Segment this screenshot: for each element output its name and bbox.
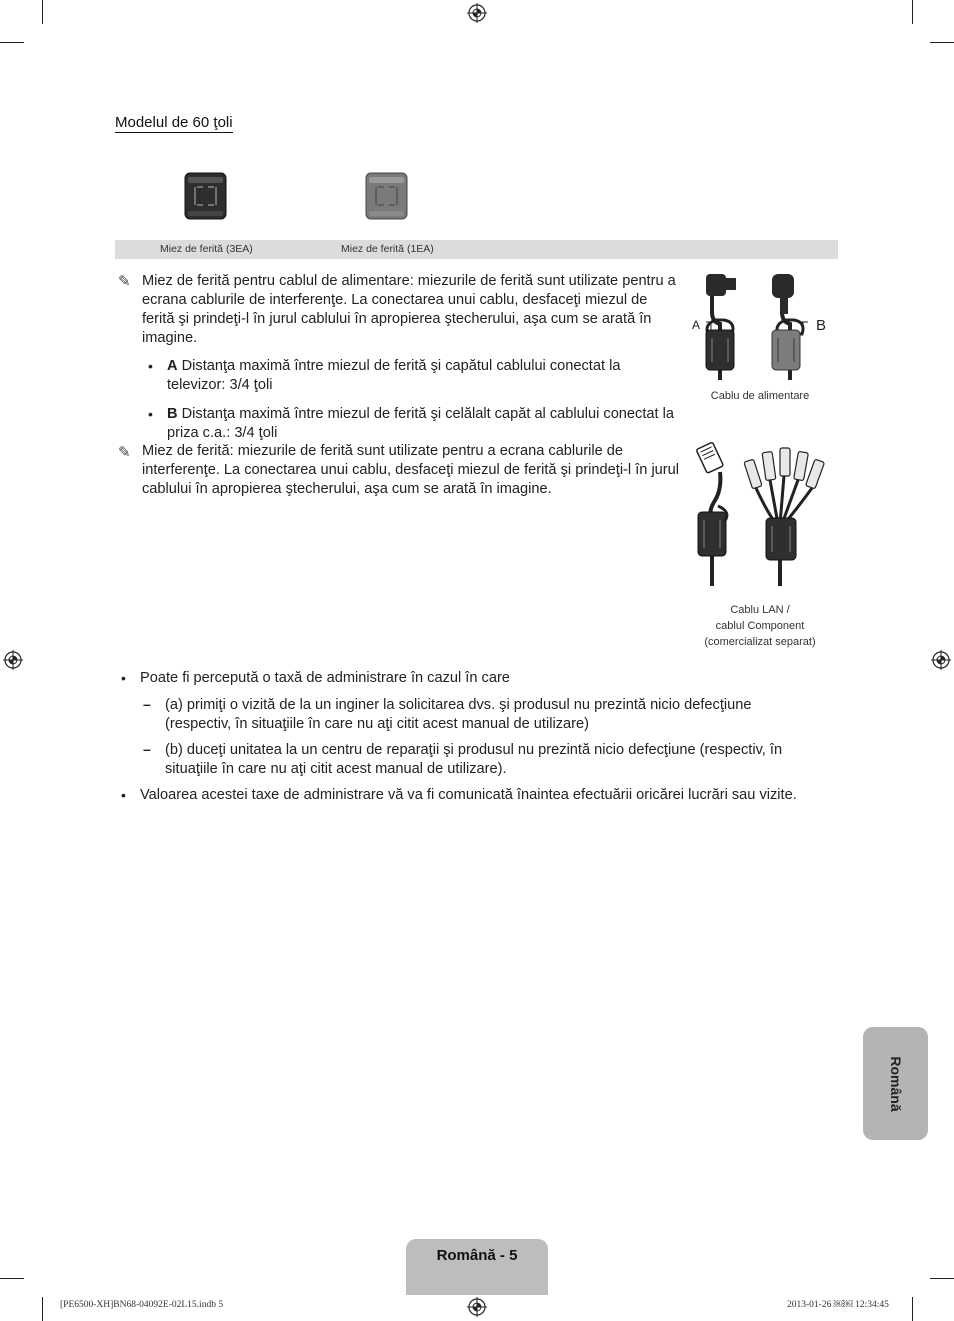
page-number-box bbox=[406, 1239, 548, 1295]
caption-bar bbox=[115, 240, 838, 259]
fees-bullet-1: Poate fi percepută o taxă de administrare în cazul în care bbox=[140, 670, 510, 686]
bullet-b-letter: B bbox=[167, 406, 178, 422]
lan-cable-caption bbox=[690, 602, 830, 650]
crop-mark bbox=[912, 1297, 913, 1321]
pencil-note-icon: ✎ bbox=[118, 273, 131, 290]
power-cable-illustration bbox=[690, 272, 830, 384]
fees-dash-a: (a) primiţi o vizită de la un inginer la solicitarea dvs. şi produsul nu prezintă nicio defecţiune (respectiv, în situaţiile în care nu aţi citit acest manual de utilizare) bbox=[165, 697, 752, 732]
lan-component-cable-illustration bbox=[692, 440, 827, 590]
registration-mark-icon bbox=[467, 3, 487, 23]
ferrite-caption-1ea: Miez de ferită (1EA) bbox=[341, 243, 434, 255]
crop-mark bbox=[42, 1297, 43, 1321]
crop-mark bbox=[42, 0, 43, 24]
crop-mark bbox=[930, 1278, 954, 1279]
side-tab-label: Română bbox=[887, 1055, 904, 1112]
language-side-tab bbox=[863, 1027, 928, 1140]
ferrite-core-dark-icon bbox=[183, 171, 228, 221]
section-title: Modelul de 60 ţoli bbox=[115, 114, 233, 131]
ferrite-caption-3ea: Miez de ferită (3EA) bbox=[160, 243, 253, 255]
bullet-a bbox=[167, 357, 677, 395]
crop-mark bbox=[930, 42, 954, 43]
pencil-note-icon: ✎ bbox=[118, 444, 131, 461]
crop-mark bbox=[0, 1278, 24, 1279]
footer-file-info: [PE6500-XH]BN68-04092E-02L15.indb 5 bbox=[60, 1300, 224, 1310]
power-cable-caption: Cablu de alimentare bbox=[710, 390, 810, 402]
bullet-a-letter: A bbox=[167, 358, 178, 374]
crop-mark bbox=[0, 42, 24, 43]
label-a: A bbox=[692, 318, 701, 332]
footer-timestamp: 2013-01-26 ￼￼ 12:34:45 bbox=[787, 1300, 889, 1310]
lan-caption-line-1: Cablu LAN / bbox=[730, 604, 790, 616]
fees-bullet-2: Valoarea acestei taxe de administrare vă va fi comunicată înaintea efectuării oricărei lucrări sau vizite. bbox=[140, 787, 797, 803]
dash-marker: – bbox=[143, 741, 151, 757]
dash-marker: – bbox=[143, 696, 151, 712]
bullet-marker: • bbox=[121, 670, 126, 686]
page-number: Română - 5 bbox=[436, 1247, 518, 1264]
label-b: B bbox=[816, 317, 827, 334]
crop-mark bbox=[912, 0, 913, 24]
bullet-marker: • bbox=[121, 787, 126, 803]
lan-caption-line-3: (comercializat separat) bbox=[704, 636, 816, 648]
bullet-b-text: Distanţa maximă între miezul de ferită şi celălalt capăt al cablului conectat la priza c.a.: 3/4 ţoli bbox=[167, 406, 674, 441]
note2-text: Miez de ferită: miezurile de ferită sunt utilizate pentru a ecrana cablurile de interferenţe. La conectarea unui cablu, desfaceţi miezul de ferită şi prindeţi-l în jurul cablului în apropierea ştecherului, aşa cum se arată în imagine. bbox=[142, 443, 680, 497]
lan-caption-line-2: cablul Component bbox=[715, 620, 805, 632]
bullet-a-text: Distanţa maximă între miezul de ferită şi capătul cablului conectat la televizor: 3/4 ţoli bbox=[167, 358, 621, 393]
registration-mark-icon bbox=[931, 650, 951, 670]
note1-text: Miez de ferită pentru cablul de alimentare: miezurile de ferită sunt utilizate pentru a ecrana cablurile de interferenţe. La conectarea unui cablu, desfaceţi miezul de ferită şi prindeţi-l în jurul cablului în apropierea ştecherului, aşa cum se arată în imagine. bbox=[142, 273, 676, 346]
ferrite-core-gray-icon bbox=[364, 171, 409, 221]
bullet-marker: • bbox=[148, 406, 153, 422]
bullet-b bbox=[167, 405, 677, 443]
fees-dash-b: (b) duceţi unitatea la un centru de reparaţii şi produsul nu prezintă nicio defecţiune (respectiv, în situaţiile în care nu aţi citit acest manual de utilizare). bbox=[165, 742, 783, 777]
registration-mark-icon bbox=[3, 650, 23, 670]
registration-mark-icon bbox=[467, 1297, 487, 1317]
bullet-marker: • bbox=[148, 358, 153, 374]
